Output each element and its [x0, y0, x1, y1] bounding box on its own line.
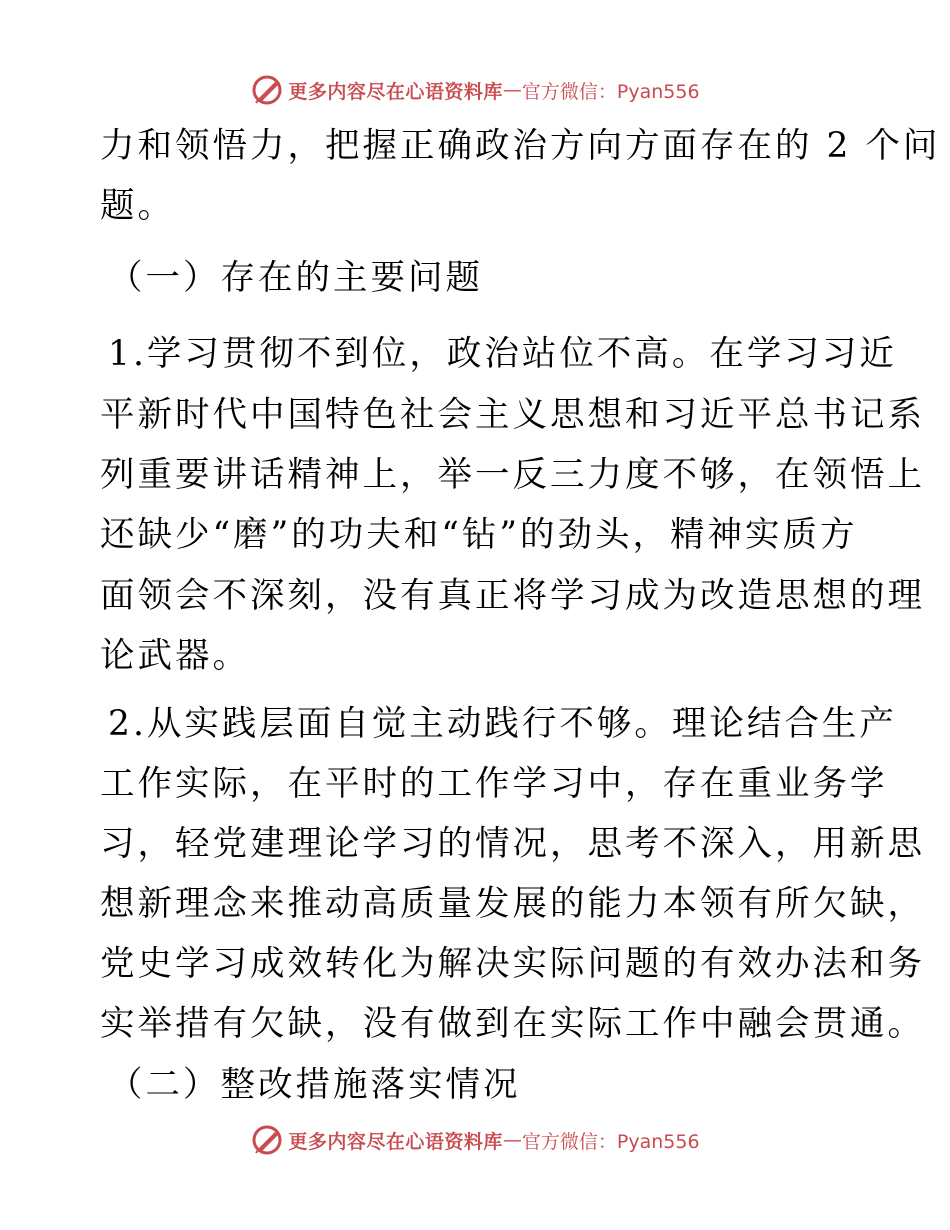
- text-line: 论武器。: [100, 636, 250, 676]
- pen-logo-icon: [250, 1123, 284, 1157]
- section-heading: （一）存在的主要问题: [108, 258, 483, 298]
- text-line: 2.从实践层面自觉主动践行不够。理论结合生产: [108, 704, 897, 744]
- text-line: 列重要讲话精神上，举一反三力度不够，在领悟上: [100, 455, 925, 495]
- text-line: 还缺少“磨”的功夫和“钻”的劲头，精神实质方: [100, 515, 858, 555]
- watermark-dash: —: [502, 1129, 522, 1151]
- watermark-text: 更多内容尽在心语资料库: [288, 1130, 503, 1153]
- text-line: 题。: [100, 186, 175, 226]
- watermark-text: 更多内容尽在心语资料库: [288, 80, 503, 103]
- section-heading: （二）整改措施落实情况: [108, 1065, 521, 1105]
- text-line: 1.学习贯彻不到位，政治站位不高。在学习习近: [108, 334, 897, 374]
- text-line: 平新时代中国特色社会主义思想和习近平总书记系: [100, 395, 925, 435]
- watermark-header: [0, 70, 950, 110]
- text-line: 党史学习成效转化为解决实际问题的有效办法和务: [100, 944, 925, 984]
- watermark-dash: —: [502, 79, 522, 101]
- text-line: 面领会不深刻，没有真正将学习成为改造思想的理: [100, 576, 925, 616]
- text-line: 力和领悟力，把握正确政治方向方面存在的 2 个问: [100, 126, 941, 166]
- watermark-wechat: 官方微信：Pyan556: [521, 80, 700, 103]
- pen-logo-icon: [250, 73, 284, 107]
- text-line: 想新理念来推动高质量发展的能力本领有所欠缺，: [100, 884, 925, 924]
- text-line: 工作实际，在平时的工作学习中，存在重业务学: [100, 764, 888, 804]
- text-line: 实举措有欠缺，没有做到在实际工作中融会贯通。: [100, 1004, 925, 1044]
- text-line: 习，轻党建理论学习的情况，思考不深入，用新思: [100, 824, 925, 864]
- watermark-footer: [0, 1120, 950, 1160]
- watermark-wechat: 官方微信：Pyan556: [521, 1130, 700, 1153]
